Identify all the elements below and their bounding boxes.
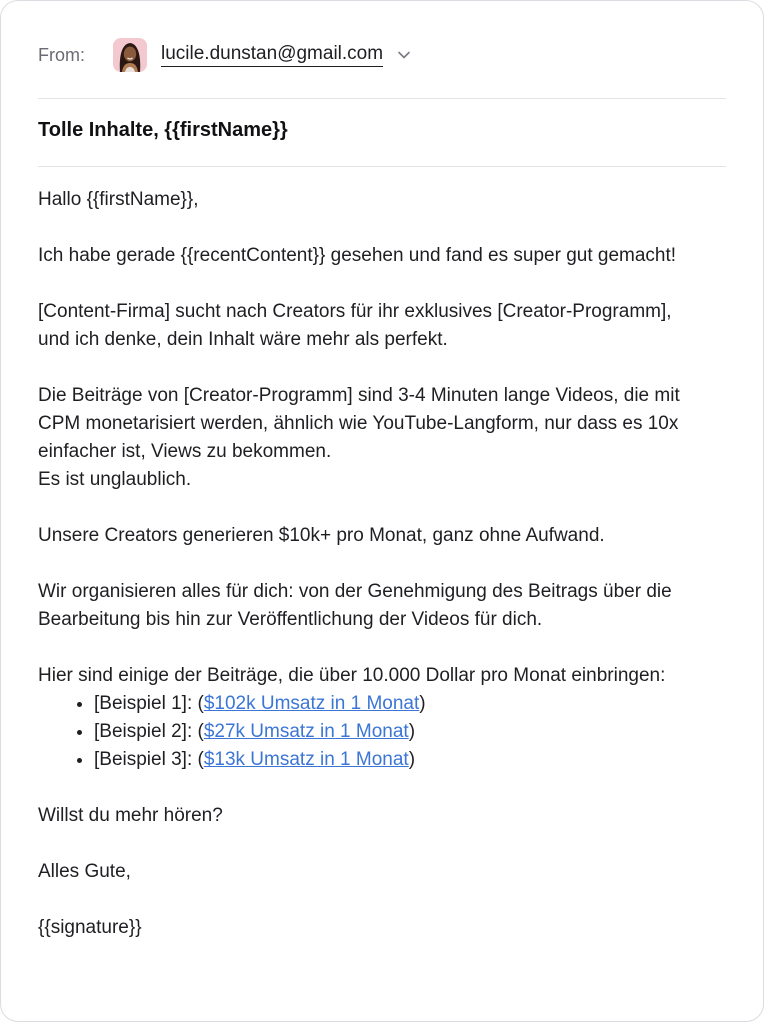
example-link[interactable]: $13k Umsatz in 1 Monat	[203, 749, 409, 770]
sender-email[interactable]: lucile.dunstan@gmail.com	[161, 43, 383, 67]
paragraph-examples-intro: Hier sind einige der Beiträge, die über 10.000 Dollar pro Monat einbringen:	[38, 665, 666, 686]
subject-divider	[38, 166, 726, 167]
example-label: [Beispiel 2]: (	[94, 721, 204, 742]
example-label: [Beispiel 1]: (	[94, 693, 204, 714]
examples-list	[38, 690, 698, 774]
example-label: [Beispiel 3]: (	[94, 749, 204, 770]
paragraph-question: Willst du mehr hören?	[38, 805, 223, 826]
list-item	[94, 718, 698, 746]
from-row	[38, 35, 411, 75]
sender-avatar[interactable]	[113, 38, 147, 72]
example-close: )	[419, 693, 426, 714]
signature: {{signature}}	[38, 917, 142, 938]
paragraph-program: [Content-Firma] sucht nach Creators für ihr exklusives [Creator-Programm], und ich denke, dein Inhalt wäre mehr als perfekt.	[38, 301, 672, 350]
paragraph-unbelievable: Es ist unglaublich.	[38, 469, 192, 490]
chevron-down-icon[interactable]	[397, 48, 411, 62]
list-item	[94, 690, 698, 718]
list-item	[94, 746, 698, 774]
example-link[interactable]: $102k Umsatz in 1 Monat	[203, 693, 420, 714]
paragraph-videos: Die Beiträge von [Creator-Programm] sind 3-4 Minuten lange Videos, die mit CPM monetarisiert werden, ähnlich wie YouTube-Langform, nur dass es 10x einfacher ist, Views zu bekommen.	[38, 385, 680, 462]
paragraph-recent-content: Ich habe gerade {{recentContent}} gesehen und fand es super gut gemacht!	[38, 245, 677, 266]
greeting: Hallo {{firstName}},	[38, 189, 199, 210]
email-subject: Tolle Inhalte, {{firstName}}	[38, 119, 288, 141]
example-close: )	[408, 721, 416, 742]
paragraph-organize: Wir organisieren alles für dich: von der Genehmigung des Beitrags über die Bearbeitung bis hin zur Veröffentlichung der Videos für dich.	[38, 581, 672, 630]
avatar-image	[113, 38, 147, 72]
closing: Alles Gute,	[38, 861, 131, 882]
paragraph-earnings: Unsere Creators generieren $10k+ pro Monat, ganz ohne Aufwand.	[38, 525, 605, 546]
example-close: )	[408, 749, 416, 770]
email-body	[38, 186, 698, 942]
from-label: From:	[38, 44, 85, 65]
example-link[interactable]: $27k Umsatz in 1 Monat	[203, 721, 409, 742]
header-divider	[38, 98, 726, 99]
